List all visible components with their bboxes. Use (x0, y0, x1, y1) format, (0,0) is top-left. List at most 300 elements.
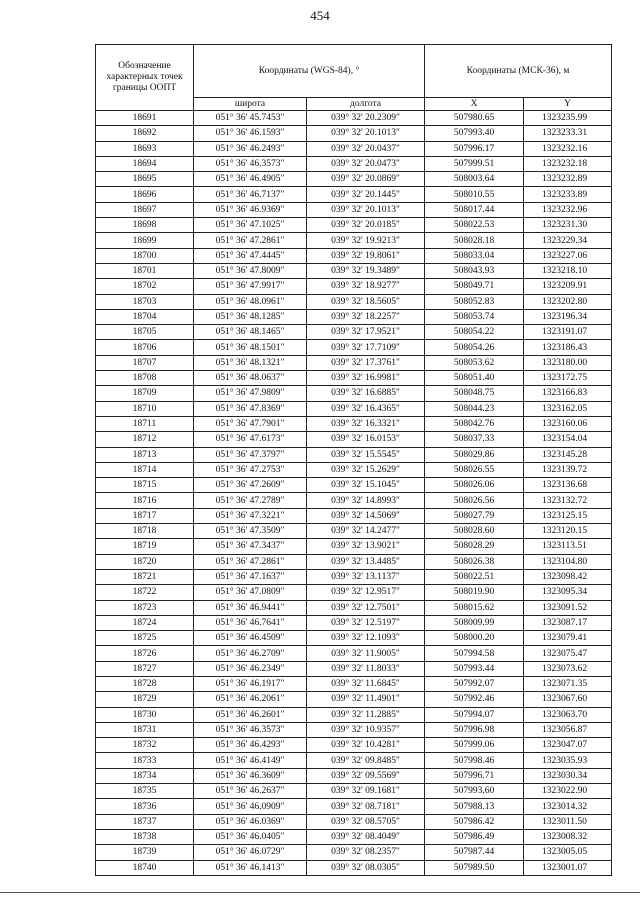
latitude-cell: 051° 36' 47.8009" (194, 263, 307, 278)
x-coordinate-cell: 508029.86 (425, 447, 524, 462)
x-coordinate-cell: 508017.44 (425, 202, 524, 217)
longitude-cell: 039° 32' 16.4365" (307, 401, 425, 416)
longitude-cell: 039° 32' 09.1681" (307, 784, 425, 799)
y-coordinate-cell: 1323186.43 (524, 340, 612, 355)
table-row (96, 386, 612, 401)
x-coordinate-cell: 507996.17 (425, 141, 524, 156)
table-row (96, 294, 612, 309)
longitude-cell: 039° 32' 08.0305" (307, 860, 425, 875)
longitude-cell: 039° 32' 11.4901" (307, 692, 425, 707)
y-coordinate-cell: 1323162.05 (524, 401, 612, 416)
table-row (96, 248, 612, 263)
table-row (96, 585, 612, 600)
point-id-cell: 18694 (96, 156, 194, 171)
x-coordinate-cell: 507993.60 (425, 784, 524, 799)
latitude-cell: 051° 36' 46.7641" (194, 615, 307, 630)
x-coordinate-cell: 507987.44 (425, 845, 524, 860)
latitude-cell: 051° 36' 47.0809" (194, 585, 307, 600)
point-id-cell: 18708 (96, 371, 194, 386)
table-row (96, 860, 612, 875)
x-coordinate-cell: 508054.26 (425, 340, 524, 355)
point-id-cell: 18705 (96, 325, 194, 340)
y-coordinate-cell: 1323113.51 (524, 539, 612, 554)
latitude-cell: 051° 36' 46.2709" (194, 646, 307, 661)
table-row (96, 676, 612, 691)
table-row (96, 111, 612, 126)
x-coordinate-cell: 508026.06 (425, 478, 524, 493)
point-id-cell: 18721 (96, 569, 194, 584)
latitude-cell: 051° 36' 46.1593" (194, 126, 307, 141)
y-coordinate-cell: 1323209.91 (524, 279, 612, 294)
latitude-cell: 051° 36' 46.2493" (194, 141, 307, 156)
point-id-cell: 18707 (96, 355, 194, 370)
point-id-cell: 18722 (96, 585, 194, 600)
y-coordinate-cell: 1323067.60 (524, 692, 612, 707)
table-row (96, 646, 612, 661)
y-coordinate-cell: 1323008.32 (524, 829, 612, 844)
x-coordinate-cell: 508043.93 (425, 263, 524, 278)
table-row (96, 631, 612, 646)
latitude-cell: 051° 36' 46.2061" (194, 692, 307, 707)
y-coordinate-cell: 1323011.50 (524, 814, 612, 829)
longitude-cell: 039° 32' 12.1093" (307, 631, 425, 646)
longitude-cell: 039° 32' 11.9005" (307, 646, 425, 661)
x-coordinate-cell: 508019.90 (425, 585, 524, 600)
y-coordinate-cell: 1323232.18 (524, 156, 612, 171)
latitude-cell: 051° 36' 46.4293" (194, 738, 307, 753)
latitude-cell: 051° 36' 46.0405" (194, 829, 307, 844)
y-coordinate-cell: 1323087.17 (524, 615, 612, 630)
table-row (96, 738, 612, 753)
table-row (96, 202, 612, 217)
latitude-cell: 051° 36' 48.0961" (194, 294, 307, 309)
point-id-cell: 18699 (96, 233, 194, 248)
latitude-cell: 051° 36' 48.1321" (194, 355, 307, 370)
latitude-cell: 051° 36' 46.4905" (194, 172, 307, 187)
x-coordinate-cell: 507996.98 (425, 722, 524, 737)
x-coordinate-cell: 508015.62 (425, 600, 524, 615)
table-row (96, 784, 612, 799)
y-coordinate-cell: 1323022.90 (524, 784, 612, 799)
x-coordinate-cell: 508026.56 (425, 493, 524, 508)
point-id-cell: 18695 (96, 172, 194, 187)
point-id-cell: 18710 (96, 401, 194, 416)
x-coordinate-cell: 507998.46 (425, 753, 524, 768)
x-coordinate-cell: 508000.20 (425, 631, 524, 646)
point-id-cell: 18702 (96, 279, 194, 294)
latitude-cell: 051° 36' 46.3609" (194, 768, 307, 783)
table-row (96, 707, 612, 722)
latitude-cell: 051° 36' 46.1413" (194, 860, 307, 875)
x-coordinate-cell: 507999.06 (425, 738, 524, 753)
y-coordinate-cell: 1323125.15 (524, 508, 612, 523)
longitude-cell: 039° 32' 08.4049" (307, 829, 425, 844)
point-id-cell: 18730 (96, 707, 194, 722)
x-coordinate-cell: 508022.51 (425, 569, 524, 584)
y-coordinate-cell: 1323229.34 (524, 233, 612, 248)
table-row (96, 432, 612, 447)
latitude-cell: 051° 36' 46.0909" (194, 799, 307, 814)
point-id-cell: 18723 (96, 600, 194, 615)
longitude-cell: 039° 32' 17.7109" (307, 340, 425, 355)
x-coordinate-cell: 507992.07 (425, 676, 524, 691)
point-id-cell: 18734 (96, 768, 194, 783)
latitude-cell: 051° 36' 47.2753" (194, 462, 307, 477)
latitude-cell: 051° 36' 48.1285" (194, 309, 307, 324)
latitude-cell: 051° 36' 47.6173" (194, 432, 307, 447)
y-coordinate-cell: 1323095.34 (524, 585, 612, 600)
y-coordinate-cell: 1323098.42 (524, 569, 612, 584)
x-coordinate-cell: 507986.49 (425, 829, 524, 844)
latitude-cell: 051° 36' 48.0637" (194, 371, 307, 386)
x-coordinate-cell: 507994.07 (425, 707, 524, 722)
latitude-cell: 051° 36' 46.4149" (194, 753, 307, 768)
x-coordinate-cell: 508053.62 (425, 355, 524, 370)
table-row (96, 355, 612, 370)
longitude-cell: 039° 32' 15.5545" (307, 447, 425, 462)
point-id-cell: 18709 (96, 386, 194, 401)
longitude-cell: 039° 32' 18.5605" (307, 294, 425, 309)
latitude-cell: 051° 36' 47.2609" (194, 478, 307, 493)
table-row (96, 447, 612, 462)
x-coordinate-cell: 507986.42 (425, 814, 524, 829)
longitude-cell: 039° 32' 20.2309" (307, 111, 425, 126)
longitude-cell: 039° 32' 19.9213" (307, 233, 425, 248)
y-coordinate-cell: 1323231.30 (524, 218, 612, 233)
longitude-cell: 039° 32' 16.3321" (307, 416, 425, 431)
table-row (96, 554, 612, 569)
point-id-cell: 18712 (96, 432, 194, 447)
y-coordinate-cell: 1323005.05 (524, 845, 612, 860)
latitude-cell: 051° 36' 46.2349" (194, 661, 307, 676)
x-coordinate-cell: 508044.23 (425, 401, 524, 416)
latitude-cell: 051° 36' 47.2861" (194, 554, 307, 569)
point-id-cell: 18733 (96, 753, 194, 768)
x-coordinate-cell: 507993.40 (425, 126, 524, 141)
y-coordinate-cell: 1323145.28 (524, 447, 612, 462)
point-id-cell: 18720 (96, 554, 194, 569)
point-id-cell: 18739 (96, 845, 194, 860)
latitude-cell: 051° 36' 46.1917" (194, 676, 307, 691)
longitude-cell: 039° 32' 08.2357" (307, 845, 425, 860)
table-row (96, 233, 612, 248)
y-coordinate-cell: 1323063.70 (524, 707, 612, 722)
coordinates-table (95, 44, 612, 876)
point-id-cell: 18731 (96, 722, 194, 737)
point-id-cell: 18704 (96, 309, 194, 324)
y-coordinate-cell: 1323104.80 (524, 554, 612, 569)
longitude-cell: 039° 32' 14.2477" (307, 524, 425, 539)
table-row (96, 753, 612, 768)
longitude-cell: 039° 32' 14.8993" (307, 493, 425, 508)
y-coordinate-cell: 1323047.07 (524, 738, 612, 753)
point-id-cell: 18729 (96, 692, 194, 707)
x-coordinate-cell: 508052.83 (425, 294, 524, 309)
x-coordinate-cell: 507992.46 (425, 692, 524, 707)
point-id-cell: 18737 (96, 814, 194, 829)
latitude-header: широта (194, 98, 307, 111)
x-coordinate-cell: 508037.33 (425, 432, 524, 447)
table-row (96, 722, 612, 737)
x-coordinate-cell: 508009.99 (425, 615, 524, 630)
y-coordinate-cell: 1323232.96 (524, 202, 612, 217)
x-coordinate-cell: 508033.04 (425, 248, 524, 263)
page-number: 454 (310, 8, 330, 23)
latitude-cell: 051° 36' 47.3509" (194, 524, 307, 539)
point-id-cell: 18703 (96, 294, 194, 309)
latitude-cell: 051° 36' 46.3573" (194, 156, 307, 171)
table-row (96, 401, 612, 416)
longitude-cell: 039° 32' 20.1013" (307, 202, 425, 217)
msk36-group-header: Координаты (МСК-36), м (425, 45, 612, 98)
point-id-cell: 18736 (96, 799, 194, 814)
table-row (96, 768, 612, 783)
longitude-cell: 039° 32' 09.5569" (307, 768, 425, 783)
x-coordinate-cell: 508026.38 (425, 554, 524, 569)
x-coordinate-cell: 508048.75 (425, 386, 524, 401)
x-coordinate-cell: 507988.13 (425, 799, 524, 814)
table-row (96, 172, 612, 187)
longitude-cell: 039° 32' 11.2885" (307, 707, 425, 722)
longitude-cell: 039° 32' 12.7501" (307, 600, 425, 615)
x-coordinate-cell: 507996.71 (425, 768, 524, 783)
latitude-cell: 051° 36' 48.1465" (194, 325, 307, 340)
table-row (96, 539, 612, 554)
latitude-cell: 051° 36' 46.4509" (194, 631, 307, 646)
x-coordinate-cell: 507989.50 (425, 860, 524, 875)
table-row (96, 126, 612, 141)
table-row (96, 263, 612, 278)
latitude-cell: 051° 36' 46.2601" (194, 707, 307, 722)
longitude-cell: 039° 32' 12.5197" (307, 615, 425, 630)
longitude-cell: 039° 32' 19.8061" (307, 248, 425, 263)
table-row (96, 371, 612, 386)
y-coordinate-cell: 1323196.34 (524, 309, 612, 324)
latitude-cell: 051° 36' 47.3797" (194, 447, 307, 462)
table-row (96, 218, 612, 233)
y-coordinate-cell: 1323075.47 (524, 646, 612, 661)
x-coordinate-cell: 508053.74 (425, 309, 524, 324)
table-row (96, 814, 612, 829)
latitude-cell: 051° 36' 47.8369" (194, 401, 307, 416)
point-id-cell: 18714 (96, 462, 194, 477)
latitude-cell: 051° 36' 47.9809" (194, 386, 307, 401)
longitude-cell: 039° 32' 11.8033" (307, 661, 425, 676)
table-row (96, 478, 612, 493)
y-coordinate-cell: 1323014.32 (524, 799, 612, 814)
longitude-cell: 039° 32' 13.9021" (307, 539, 425, 554)
longitude-cell: 039° 32' 10.4281" (307, 738, 425, 753)
latitude-cell: 051° 36' 46.0369" (194, 814, 307, 829)
latitude-cell: 051° 36' 47.2861" (194, 233, 307, 248)
longitude-cell: 039° 32' 08.7181" (307, 799, 425, 814)
x-coordinate-cell: 508042.76 (425, 416, 524, 431)
y-coordinate-cell: 1323166.83 (524, 386, 612, 401)
x-coordinate-cell: 508054.22 (425, 325, 524, 340)
point-id-cell: 18738 (96, 829, 194, 844)
longitude-cell: 039° 32' 10.9357" (307, 722, 425, 737)
table-body (96, 111, 612, 876)
latitude-cell: 051° 36' 48.1501" (194, 340, 307, 355)
y-coordinate-cell: 1323154.04 (524, 432, 612, 447)
longitude-cell: 039° 32' 20.0437" (307, 141, 425, 156)
table-row (96, 156, 612, 171)
longitude-cell: 039° 32' 08.5705" (307, 814, 425, 829)
x-coordinate-cell: 507993.44 (425, 661, 524, 676)
table-row (96, 799, 612, 814)
y-coordinate-cell: 1323227.06 (524, 248, 612, 263)
y-coordinate-cell: 1323232.89 (524, 172, 612, 187)
point-id-cell: 18726 (96, 646, 194, 661)
y-coordinate-cell: 1323160.06 (524, 416, 612, 431)
latitude-cell: 051° 36' 45.7453" (194, 111, 307, 126)
table-row (96, 416, 612, 431)
y-coordinate-cell: 1323136.68 (524, 478, 612, 493)
x-coordinate-cell: 507999.51 (425, 156, 524, 171)
y-coordinate-cell: 1323071.35 (524, 676, 612, 691)
table-row (96, 279, 612, 294)
point-id-cell: 18697 (96, 202, 194, 217)
longitude-cell: 039° 32' 18.9277" (307, 279, 425, 294)
point-id-cell: 18724 (96, 615, 194, 630)
point-id-cell: 18717 (96, 508, 194, 523)
longitude-cell: 039° 32' 13.4485" (307, 554, 425, 569)
latitude-cell: 051° 36' 46.9441" (194, 600, 307, 615)
y-coordinate-cell: 1323191.07 (524, 325, 612, 340)
latitude-cell: 051° 36' 46.9369" (194, 202, 307, 217)
y-coordinate-cell: 1323132.72 (524, 493, 612, 508)
longitude-header: долгота (307, 98, 425, 111)
x-coordinate-cell: 508051.40 (425, 371, 524, 386)
y-coordinate-cell: 1323233.89 (524, 187, 612, 202)
point-id-cell: 18713 (96, 447, 194, 462)
longitude-cell: 039° 32' 15.1045" (307, 478, 425, 493)
point-id-cell: 18698 (96, 218, 194, 233)
x-coordinate-cell: 507980.65 (425, 111, 524, 126)
table-row (96, 569, 612, 584)
latitude-cell: 051° 36' 46.0729" (194, 845, 307, 860)
point-id-cell: 18728 (96, 676, 194, 691)
x-header: X (425, 98, 524, 111)
point-id-cell: 18719 (96, 539, 194, 554)
latitude-cell: 051° 36' 47.1637" (194, 569, 307, 584)
point-id-cell: 18696 (96, 187, 194, 202)
point-id-cell: 18716 (96, 493, 194, 508)
point-id-cell: 18718 (96, 524, 194, 539)
point-id-cell: 18732 (96, 738, 194, 753)
y-coordinate-cell: 1323139.72 (524, 462, 612, 477)
point-id-cell: 18735 (96, 784, 194, 799)
longitude-cell: 039° 32' 20.1013" (307, 126, 425, 141)
x-coordinate-cell: 508049.71 (425, 279, 524, 294)
longitude-cell: 039° 32' 20.0185" (307, 218, 425, 233)
longitude-cell: 039° 32' 17.9521" (307, 325, 425, 340)
y-coordinate-cell: 1323233.31 (524, 126, 612, 141)
longitude-cell: 039° 32' 09.8485" (307, 753, 425, 768)
table-row (96, 661, 612, 676)
table-row (96, 829, 612, 844)
table-row (96, 187, 612, 202)
latitude-cell: 051° 36' 47.9917" (194, 279, 307, 294)
x-coordinate-cell: 508003.64 (425, 172, 524, 187)
point-id-cell: 18693 (96, 141, 194, 156)
longitude-cell: 039° 32' 20.0473" (307, 156, 425, 171)
x-coordinate-cell: 508010.55 (425, 187, 524, 202)
x-coordinate-cell: 508028.29 (425, 539, 524, 554)
table-row (96, 493, 612, 508)
point-id-cell: 18727 (96, 661, 194, 676)
latitude-cell: 051° 36' 47.3437" (194, 539, 307, 554)
latitude-cell: 051° 36' 47.7901" (194, 416, 307, 431)
latitude-cell: 051° 36' 46.7137" (194, 187, 307, 202)
longitude-cell: 039° 32' 19.3489" (307, 263, 425, 278)
y-coordinate-cell: 1323001.07 (524, 860, 612, 875)
x-coordinate-cell: 508027.79 (425, 508, 524, 523)
y-coordinate-cell: 1323035.93 (524, 753, 612, 768)
x-coordinate-cell: 507994.58 (425, 646, 524, 661)
point-id-cell: 18692 (96, 126, 194, 141)
longitude-cell: 039° 32' 16.0153" (307, 432, 425, 447)
y-coordinate-cell: 1323235.99 (524, 111, 612, 126)
table-row (96, 309, 612, 324)
point-id-cell: 18701 (96, 263, 194, 278)
point-id-cell: 18691 (96, 111, 194, 126)
y-coordinate-cell: 1323172.75 (524, 371, 612, 386)
latitude-cell: 051° 36' 47.2789" (194, 493, 307, 508)
point-id-cell: 18740 (96, 860, 194, 875)
y-coordinate-cell: 1323180.00 (524, 355, 612, 370)
longitude-cell: 039° 32' 11.6845" (307, 676, 425, 691)
table-row (96, 508, 612, 523)
longitude-cell: 039° 32' 15.2629" (307, 462, 425, 477)
table-row (96, 692, 612, 707)
point-id-cell: 18711 (96, 416, 194, 431)
y-coordinate-cell: 1323030.34 (524, 768, 612, 783)
footer-divider (0, 892, 640, 893)
y-coordinate-cell: 1323091.52 (524, 600, 612, 615)
longitude-cell: 039° 32' 16.9981" (307, 371, 425, 386)
y-coordinate-cell: 1323073.62 (524, 661, 612, 676)
x-coordinate-cell: 508026.55 (425, 462, 524, 477)
longitude-cell: 039° 32' 17.3761" (307, 355, 425, 370)
point-id-cell: 18700 (96, 248, 194, 263)
longitude-cell: 039° 32' 14.5069" (307, 508, 425, 523)
latitude-cell: 051° 36' 47.1025" (194, 218, 307, 233)
latitude-cell: 051° 36' 46.2637" (194, 784, 307, 799)
longitude-cell: 039° 32' 18.2257" (307, 309, 425, 324)
y-coordinate-cell: 1323056.87 (524, 722, 612, 737)
table-row (96, 141, 612, 156)
y-coordinate-cell: 1323218.10 (524, 263, 612, 278)
latitude-cell: 051° 36' 47.3221" (194, 508, 307, 523)
wgs84-group-header: Координаты (WGS-84), ° (194, 45, 425, 98)
longitude-cell: 039° 32' 16.6885" (307, 386, 425, 401)
longitude-cell: 039° 32' 12.9517" (307, 585, 425, 600)
point-column-header: Обозначение характерных точек границы ООПТ (96, 45, 194, 111)
table-row (96, 462, 612, 477)
x-coordinate-cell: 508028.60 (425, 524, 524, 539)
table-row (96, 524, 612, 539)
table-row (96, 615, 612, 630)
x-coordinate-cell: 508022.53 (425, 218, 524, 233)
y-coordinate-cell: 1323079.41 (524, 631, 612, 646)
latitude-cell: 051° 36' 47.4445" (194, 248, 307, 263)
y-coordinate-cell: 1323232.16 (524, 141, 612, 156)
table-row (96, 845, 612, 860)
point-id-cell: 18725 (96, 631, 194, 646)
table-row (96, 340, 612, 355)
table-row (96, 325, 612, 340)
